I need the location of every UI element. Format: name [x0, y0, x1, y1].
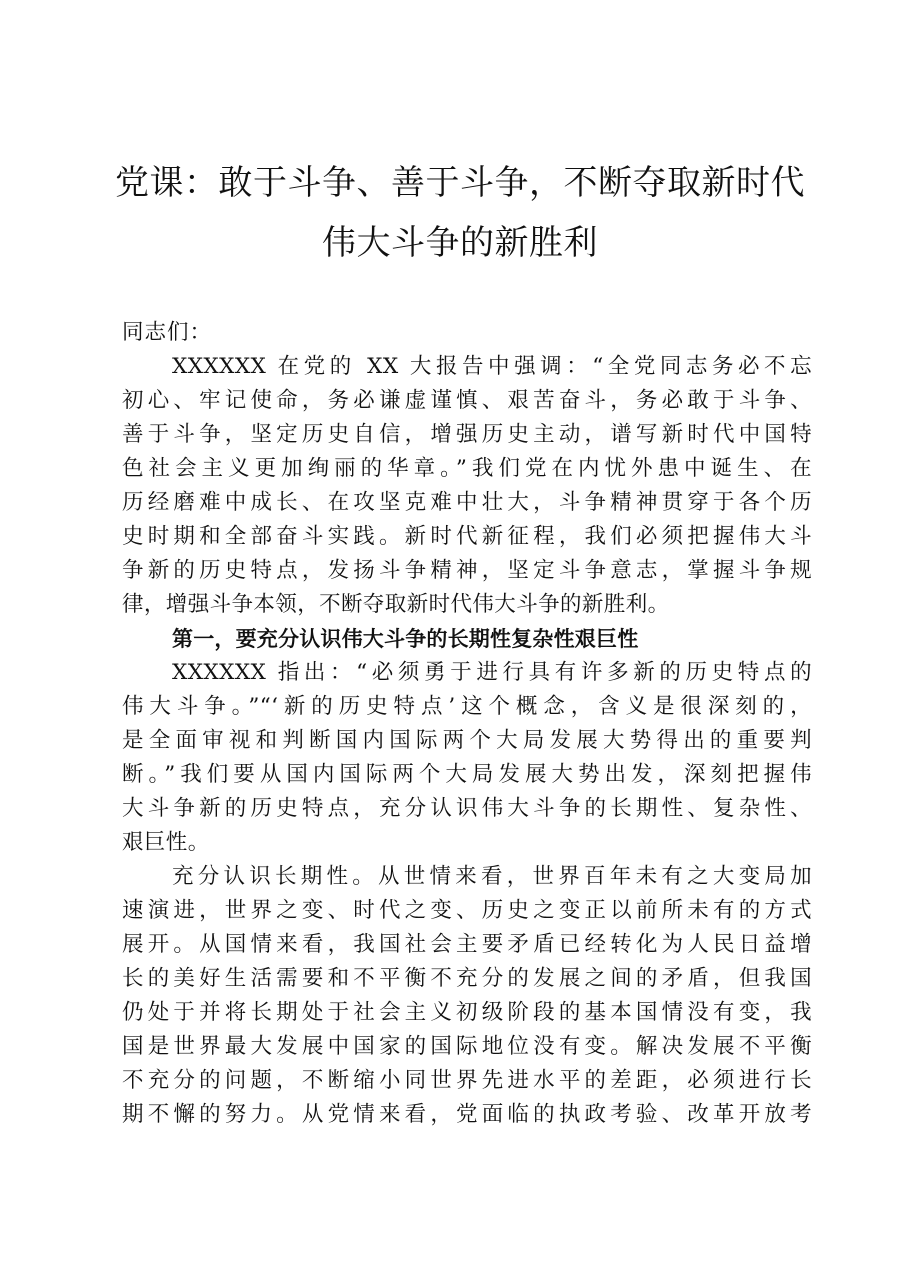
section-heading: 第一，要充分认识伟大斗争的长期性复杂性艰巨性	[172, 627, 639, 651]
paragraph-line: 展开。从国情来看，我国社会主要矛盾已经转化为人民日益增	[122, 932, 812, 957]
paragraph-line: 不充分的问题，不断缩小同世界先进水平的差距，必须进行长	[122, 1068, 812, 1093]
paragraph-line: 初心、牢记使命，务必谦虚谨慎、艰苦奋斗，务必敢于斗争、	[122, 388, 812, 413]
paragraph-line: 长的美好生活需要和不平衡不充分的发展之间的矛盾，但我国	[122, 966, 812, 991]
paragraph-line: 是全面审视和判断国内国际两个大局发展大势得出的重要判	[122, 728, 812, 753]
paragraph-line: 伟大斗争。”“‘新的历史特点’这个概念，含义是很深刻的，	[122, 694, 812, 719]
paragraph-long-term	[122, 860, 812, 1132]
paragraph-line: XXXXXX 指出：“必须勇于进行具有许多新的历史特点的	[172, 660, 812, 685]
paragraph-line: 史时期和全部奋斗实践。新时代新征程，我们必须把握伟大斗	[122, 524, 812, 549]
paragraph-line: 仍处于并将长期处于社会主义初级阶段的基本国情没有变，我	[122, 1000, 812, 1025]
paragraph-line: 争新的历史特点，发扬斗争精神，坚定斗争意志，掌握斗争规	[122, 558, 812, 583]
paragraph-line: 善于斗争，坚定历史自信，增强历史主动，谱写新时代中国特	[122, 422, 812, 447]
paragraph-line: 色社会主义更加绚丽的华章。”我们党在内忧外患中诞生、在	[122, 456, 812, 481]
greeting: 同志们：	[122, 320, 213, 345]
paragraph-intro	[122, 350, 812, 622]
paragraph-line: 断。”我们要从国内国际两个大局发展大势出发，深刻把握伟	[122, 762, 812, 787]
paragraph-line: 律，增强斗争本领，不断夺取新时代伟大斗争的新胜利。	[122, 592, 670, 617]
paragraph-line: 充分认识长期性。从世情来看，世界百年未有之大变局加	[172, 864, 812, 889]
document-body	[122, 316, 812, 1132]
paragraph-line: 速演进，世界之变、时代之变、历史之变正以前所未有的方式	[122, 898, 812, 923]
paragraph-line: 大斗争新的历史特点，充分认识伟大斗争的长期性、复杂性、	[122, 796, 812, 821]
paragraph-line: XXXXXX 在党的 XX 大报告中强调：“全党同志务必不忘	[172, 354, 812, 379]
title-line: 党课：敢于斗争、善于斗争，不断夺取新时代	[115, 163, 805, 203]
paragraph-line: 期不懈的努力。从党情来看，党面临的执政考验、改革开放考	[122, 1102, 812, 1127]
title-line: 伟大斗争的新胜利	[322, 223, 598, 263]
document-title	[110, 153, 810, 273]
paragraph-line: 历经磨难中成长、在攻坚克难中壮大，斗争精神贯穿于各个历	[122, 490, 812, 515]
paragraph-section-1	[122, 656, 812, 860]
paragraph-line: 国是世界最大发展中国家的国际地位没有变。解决发展不平衡	[122, 1034, 812, 1059]
paragraph-line: 艰巨性。	[122, 830, 210, 855]
